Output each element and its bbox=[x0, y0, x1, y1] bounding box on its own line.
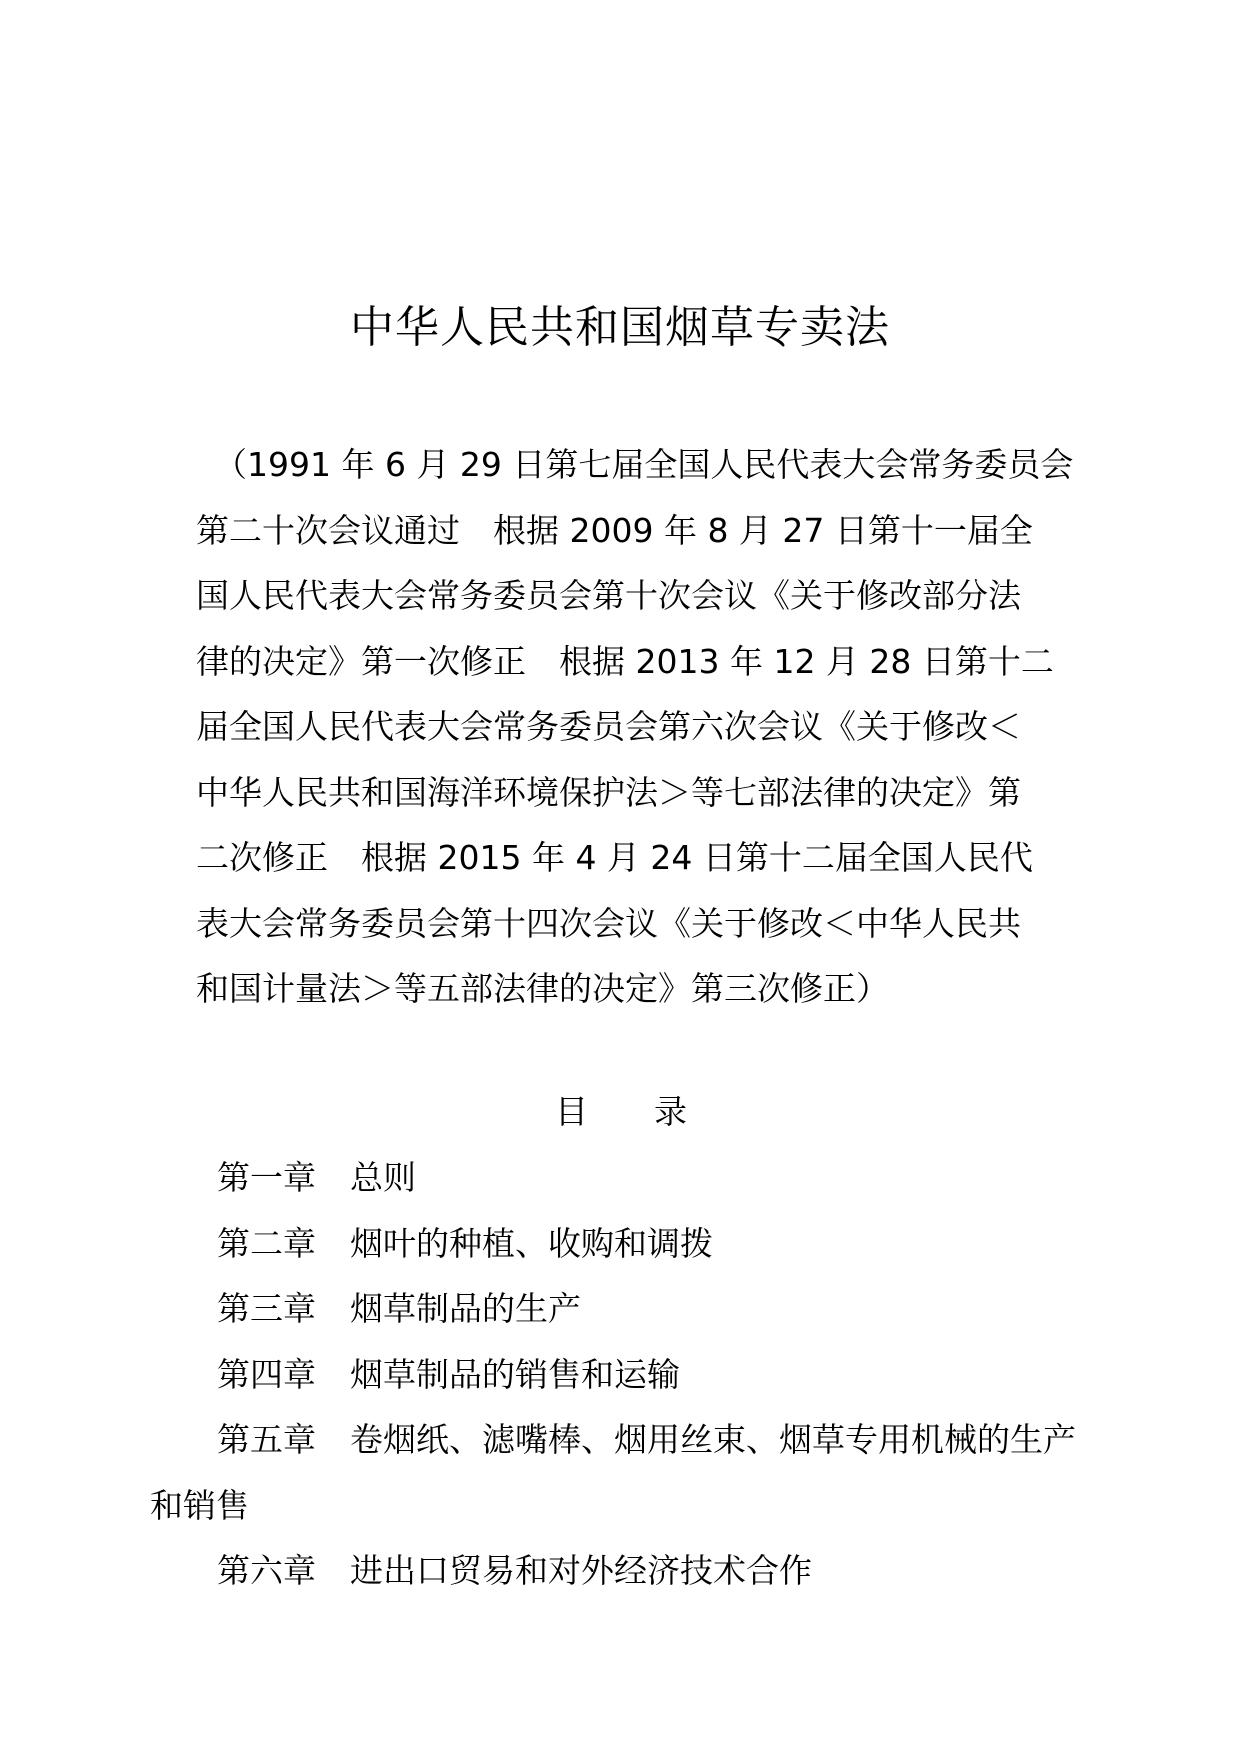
preamble-line: 二次修正 根据 2015 年 4 月 24 日第十二届全国人民代 bbox=[196, 838, 1033, 877]
toc-chapter-title: 总则 bbox=[350, 1158, 416, 1197]
preamble-line: 表大会常务委员会第十四次会议《关于修改＜中华人民共 bbox=[196, 903, 1021, 943]
toc-chapter-number: 第二章 bbox=[217, 1223, 316, 1263]
toc-item-chapter-6[interactable] bbox=[150, 1538, 1110, 1604]
toc-item-chapter-5[interactable] bbox=[150, 1407, 1110, 1538]
toc-chapter-number: 第五章 bbox=[217, 1420, 316, 1459]
toc-item-chapter-3[interactable] bbox=[150, 1276, 1110, 1342]
toc-chapter-number: 第一章 bbox=[217, 1158, 316, 1197]
toc-item-chapter-4[interactable] bbox=[150, 1342, 1110, 1408]
table-of-contents bbox=[150, 1145, 1110, 1604]
toc-item-chapter-1[interactable] bbox=[150, 1145, 1110, 1211]
toc-item-chapter-2[interactable] bbox=[150, 1211, 1110, 1277]
toc-chapter-title: 卷烟纸、滤嘴棒、烟用丝束、烟草专用机械的生产 bbox=[350, 1420, 1076, 1459]
toc-chapter-title: 烟叶的种植、收购和调拨 bbox=[350, 1223, 713, 1263]
preamble-line: 律的决定》第一次修正 根据 2013 年 12 月 28 日第十二 bbox=[196, 641, 1054, 681]
toc-heading bbox=[555, 1088, 687, 1136]
toc-chapter-number: 第三章 bbox=[217, 1289, 316, 1328]
toc-chapter-number: 第六章 bbox=[217, 1551, 316, 1590]
toc-heading-char: 目 bbox=[555, 1092, 588, 1131]
toc-heading-char: 录 bbox=[654, 1092, 687, 1131]
preamble-line: 中华人民共和国海洋环境保护法＞等七部法律的决定》第 bbox=[196, 772, 1021, 812]
toc-chapter-title: 进出口贸易和对外经济技术合作 bbox=[350, 1551, 812, 1590]
preamble-line: 第二十次会议通过 根据 2009 年 8 月 27 日第十一届全 bbox=[196, 510, 1033, 550]
preamble-line: 届全国人民代表大会常务委员会第六次会议《关于修改＜ bbox=[196, 707, 1021, 746]
preamble-paragraph bbox=[196, 432, 1074, 1022]
toc-chapter-number: 第四章 bbox=[217, 1354, 316, 1394]
document-title: 中华人民共和国烟草专卖法 bbox=[350, 302, 890, 353]
toc-chapter-title-continuation: 和销售 bbox=[150, 1485, 249, 1525]
preamble-line: 国人民代表大会常务委员会第十次会议《关于修改部分法 bbox=[196, 576, 1021, 615]
toc-chapter-title: 烟草制品的生产 bbox=[350, 1289, 581, 1328]
preamble-line: （1991 年 6 月 29 日第七届全国人民代表大会常务委员会 bbox=[214, 445, 1074, 484]
toc-chapter-title: 烟草制品的销售和运输 bbox=[350, 1354, 680, 1394]
preamble-line: 和国计量法＞等五部法律的决定》第三次修正） bbox=[196, 969, 889, 1008]
